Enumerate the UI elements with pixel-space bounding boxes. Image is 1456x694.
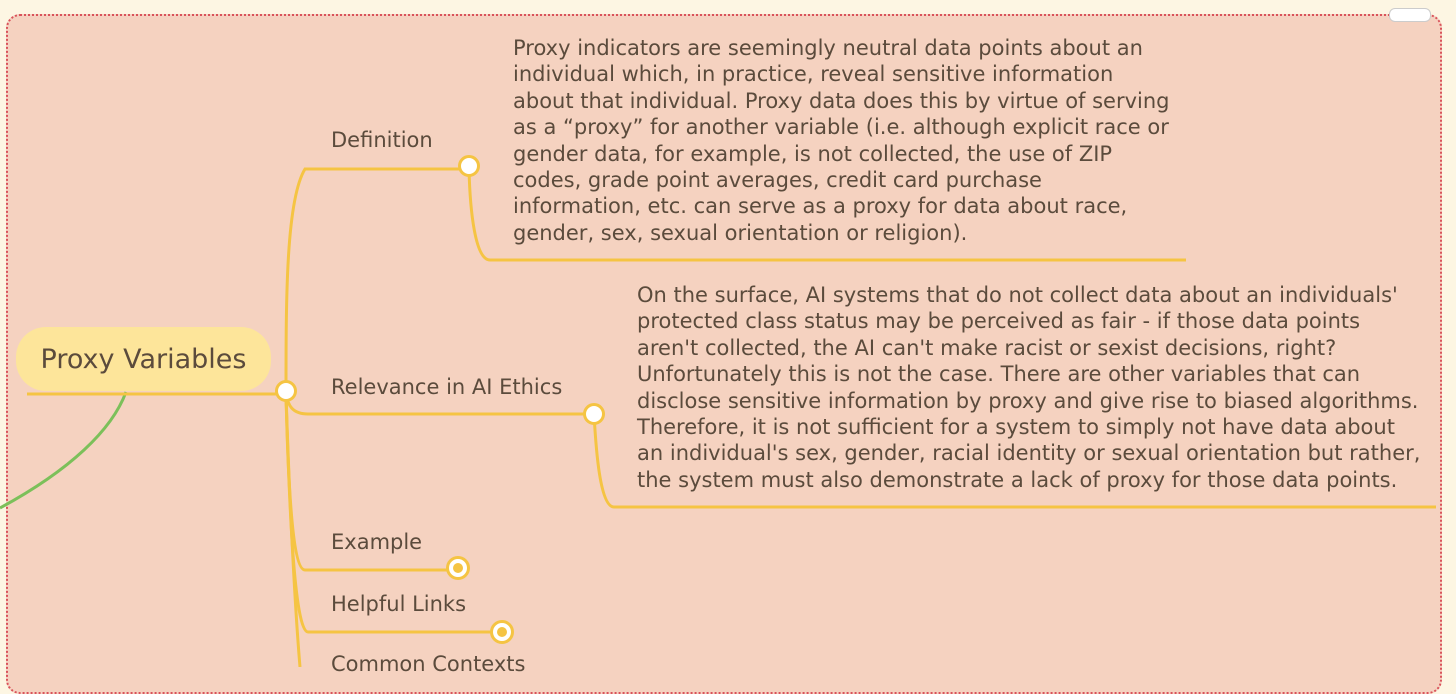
root-label: Proxy Variables: [40, 343, 247, 375]
branch-example[interactable]: Example: [331, 530, 423, 554]
branch-helpful-links[interactable]: Helpful Links: [331, 592, 467, 616]
definition-connector: [286, 169, 469, 394]
definition-note: Proxy indicators are seemingly neutral data points about an individual which, in practice, reveal sensitive information about that individual. Proxy data does this by virtue of serving as a “proxy” for another variable (i.e. although explicit race or gender data, for example, is not collected, the use of ZIP codes, grade point averages, credit card purchase information, etc. can serve as a proxy for data about race, gender, sex, sexual orientation or religion).: [513, 36, 1170, 245]
root-node[interactable]: [16, 327, 271, 391]
branch-common-contexts[interactable]: Common Contexts: [331, 652, 526, 676]
branch-relevance-ai-ethics[interactable]: Relevance in AI Ethics: [331, 375, 563, 399]
branch-definition[interactable]: Definition: [331, 128, 433, 152]
parent-link: [0, 392, 126, 508]
helpful-links-expand-toggle[interactable]: [490, 620, 514, 644]
relevance-collapse-toggle[interactable]: [583, 403, 605, 425]
example-expand-toggle[interactable]: [446, 556, 470, 580]
definition-collapse-toggle[interactable]: [458, 155, 480, 177]
relevance-note: On the surface, AI systems that do not collect data about an individuals' protected class status may be perceived as fair - if those data points aren't collected, the AI can't make racist or sexist decisions, right? Unfortunately this is not the case. There are other variables that can disclose sensitive information by proxy and give rise to biased algorithms. Therefore, it is not sufficient for a system to simply not have data about an individual's sex, gender, racial identity or sexual orientation but rather, the system must also demonstrate a lack of proxy for those data points.: [637, 283, 1421, 492]
root-collapse-toggle[interactable]: [275, 380, 297, 402]
